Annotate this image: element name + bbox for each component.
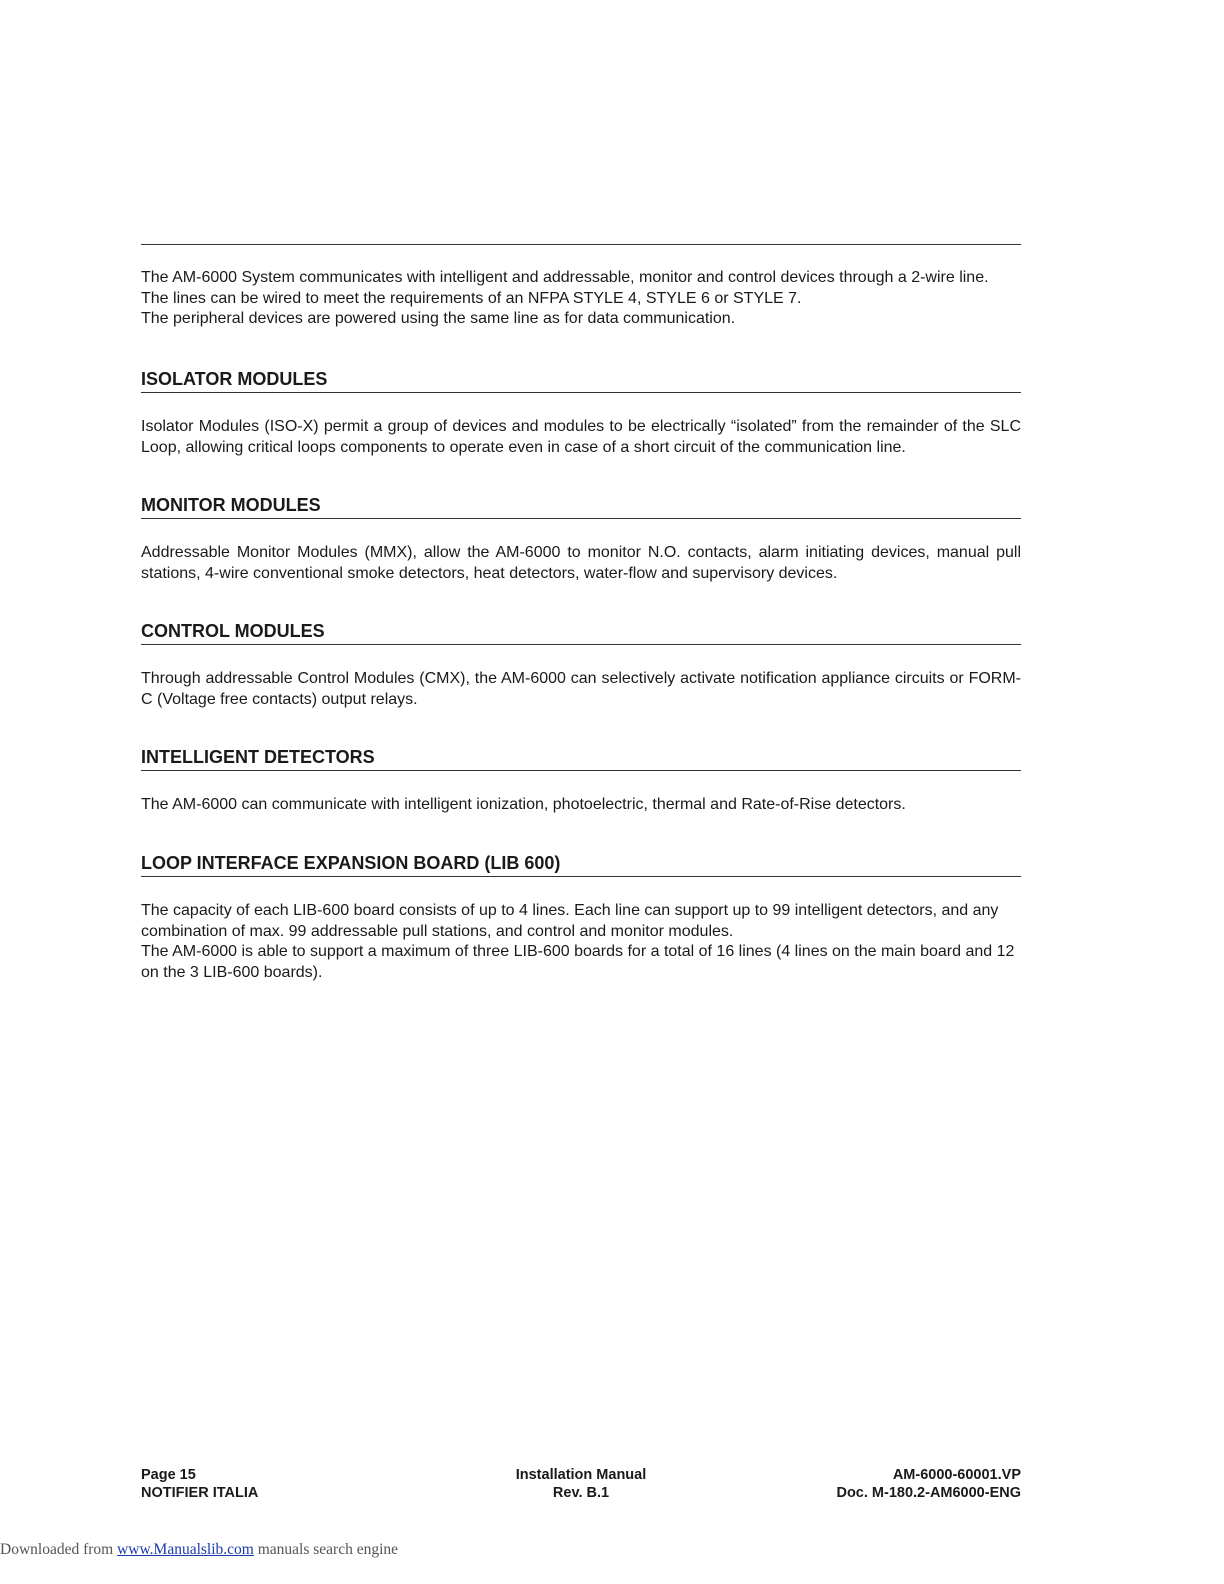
document-type: Installation Manual (515, 1467, 647, 1483)
section-control-modules (141, 620, 1021, 710)
section-heading: ISOLATOR MODULES (141, 368, 1021, 393)
intro-text (141, 268, 1021, 330)
intro-line: The lines can be wired to meet the requirements of an NFPA STYLE 4, STYLE 6 or STYLE 7. (141, 289, 802, 307)
section-heading: LOOP INTERFACE EXPANSION BOARD (LIB 600) (141, 852, 1021, 877)
download-suffix: manuals search engine (257, 1541, 399, 1558)
section-intelligent-detectors (141, 746, 1021, 816)
product-code: AM-6000-60001.VP (892, 1467, 1021, 1483)
section-heading: INTELLIGENT DETECTORS (141, 746, 1021, 771)
download-prefix: Downloaded from (0, 1541, 114, 1558)
intro-line: The peripheral devices are powered using the same line as for data communication. (141, 310, 736, 327)
section-isolator-modules (141, 368, 1021, 458)
manualslib-link[interactable]: www.Manualslib.com (117, 1541, 254, 1558)
top-divider (141, 244, 1021, 245)
section-paragraph: The AM-6000 can communicate with intelligent ionization, photoelectric, thermal and Rate-of-Rise detectors. (141, 796, 906, 813)
section-paragraph: Through addressable Control Modules (CMX), the AM-6000 can selectively activate notification appliance circuits or FORM-C (Voltage free contacts) output relays. (141, 670, 1021, 708)
section-heading: MONITOR MODULES (141, 494, 1021, 519)
section-paragraph: Addressable Monitor Modules (MMX), allow the AM-6000 to monitor N.O. contacts, alarm initiating devices, manual pull stations, 4-wire conventional smoke detectors, heat detectors, water-flow and supervisory devices. (141, 544, 1021, 582)
revision: Rev. B.1 (552, 1485, 610, 1501)
section-monitor-modules (141, 494, 1021, 584)
section-paragraph: The AM-6000 is able to support a maximum of three LIB-600 boards for a total of 16 lines (4 lines on the main board and 12 on the 3 LIB-600 boards). (141, 943, 1015, 981)
section-paragraph: Isolator Modules (ISO-X) permit a group of devices and modules to be electrically “isolated” from the remainder of the SLC Loop, allowing critical loops components to operate even in case of a short circuit of the communication line. (141, 418, 1021, 456)
intro-line: The AM-6000 System communicates with intelligent and addressable, monitor and control devices through a 2-wire line. (141, 269, 989, 286)
section-paragraph: The capacity of each LIB-600 board consists of up to 4 lines. Each line can support up to 99 intelligent detectors, and any combination of max. 99 addressable pull stations, and control and monitor modules. (141, 902, 999, 940)
section-heading: CONTROL MODULES (141, 620, 1021, 645)
page-number: Page 15 (141, 1467, 196, 1483)
section-loop-interface-expansion-board (141, 852, 1021, 983)
document-number: Doc. M-180.2-AM6000-ENG (836, 1485, 1021, 1501)
company-name: NOTIFIER ITALIA (141, 1485, 259, 1501)
download-note (0, 1541, 398, 1559)
